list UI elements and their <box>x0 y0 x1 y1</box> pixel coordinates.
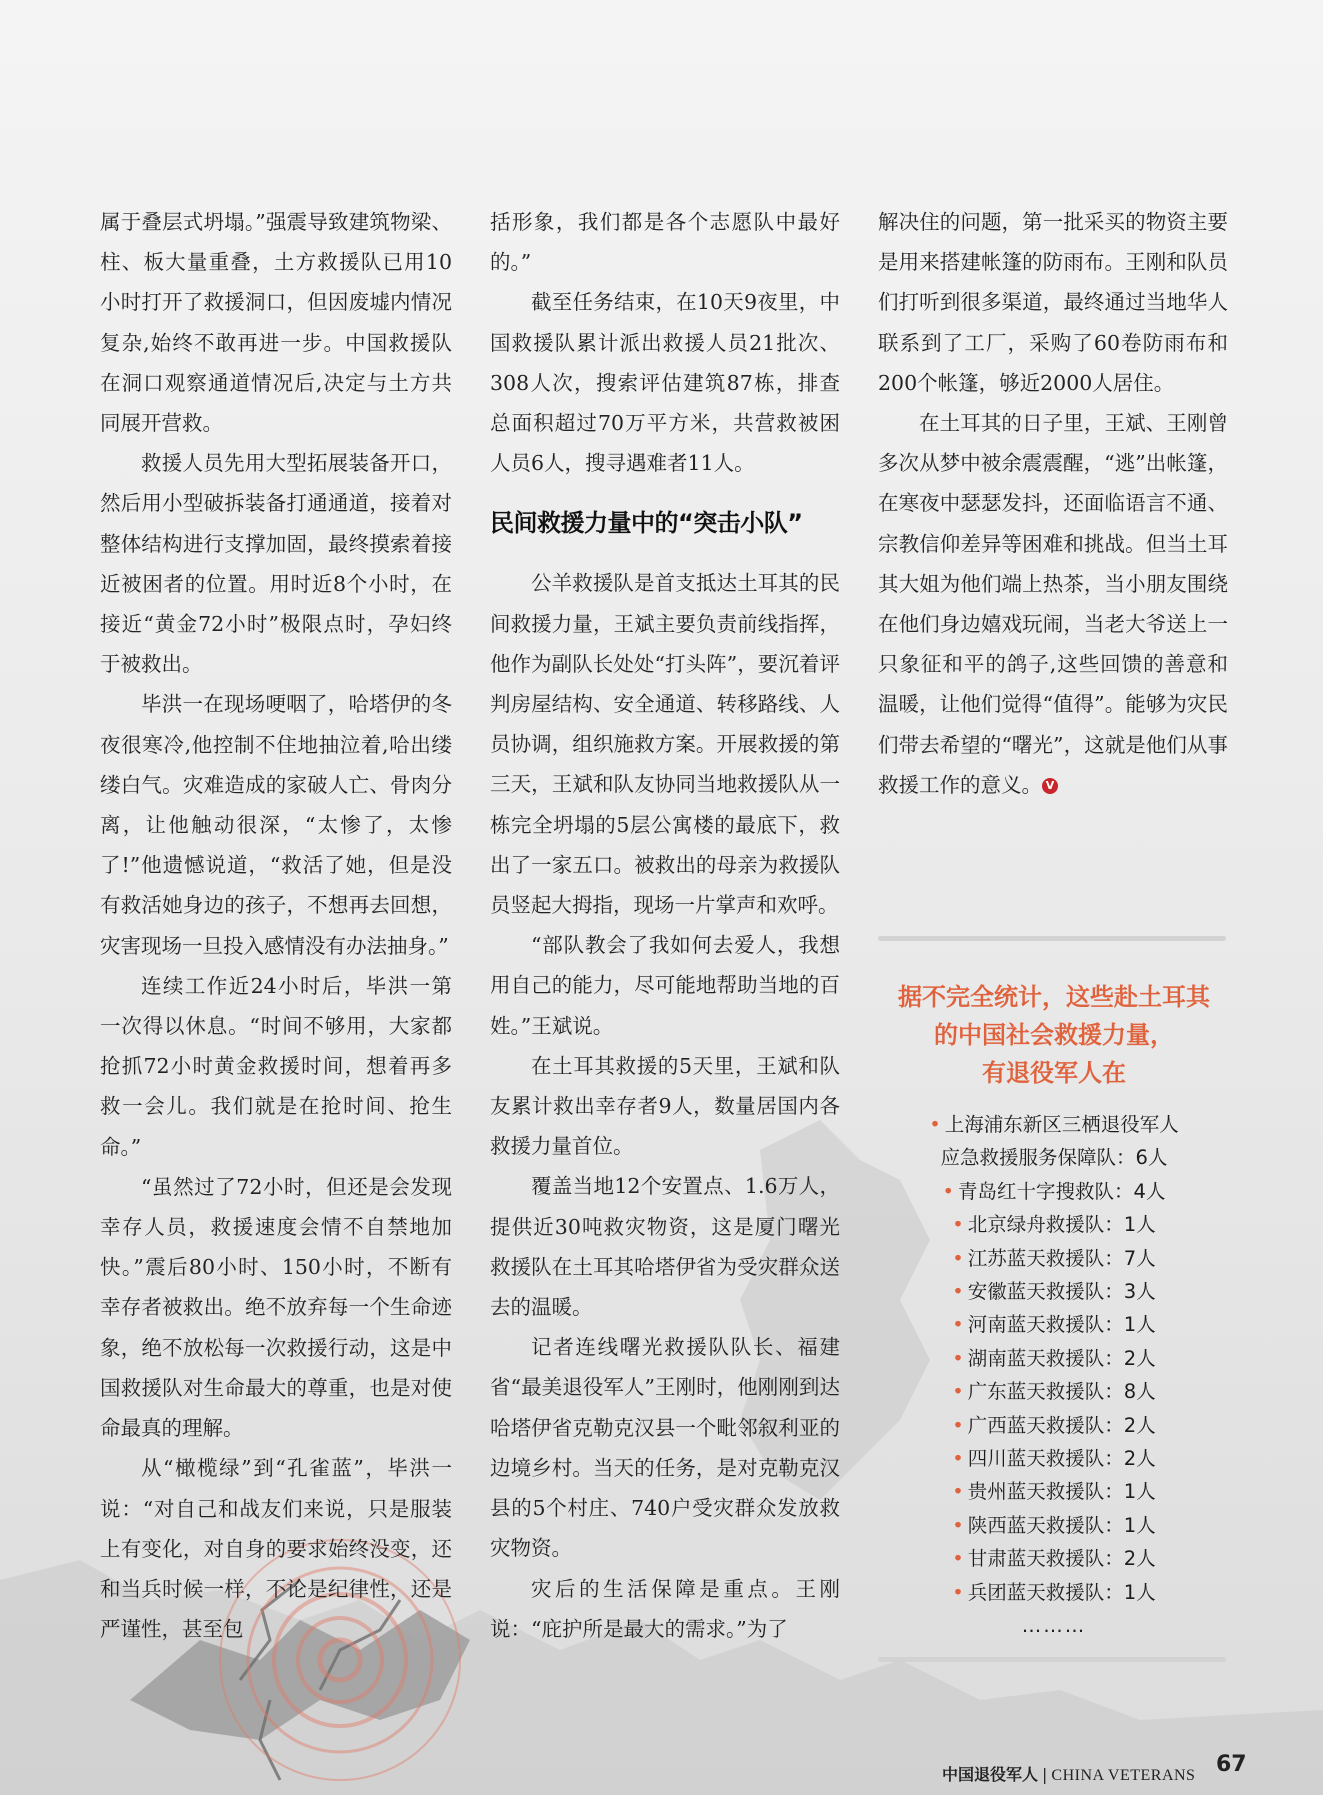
paragraph: 属于叠层式坍塌。”强震导致建筑物梁、柱、板大量重叠，土方救援队已用10小时打开了救援洞口，但因废墟内情况复杂,始终不敢再进一步。中国救援队在洞口观察通道情况后,决定与土方共同展开营救。 <box>100 210 452 436</box>
magazine-name-cn: 中国退役军人 <box>942 1765 1039 1784</box>
list-item-text: 上海浦东新区三栖退役军人 <box>944 1113 1179 1136</box>
list-item <box>870 1542 1238 1575</box>
paragraph: 括形象，我们都是各个志愿队中最好的。” <box>490 210 840 275</box>
paragraph: “部队教会了我如何去爱人，我想用自己的能力，尽可能地帮助当地的百姓。”王斌说。 <box>490 933 840 1038</box>
list-item-text: 安徽蓝天救援队：3人 <box>967 1280 1156 1304</box>
article-column-2 <box>490 202 840 1649</box>
rescue-team-list <box>870 1108 1238 1643</box>
bullet-icon: • <box>952 1313 964 1337</box>
paragraph: 截至任务结束，在10天9夜里，中国救援队累计派出救援人员21批次、308人次，搜索评估建筑87栋，排查总面积超过70万平方米，共营救被困人员6人，搜寻遇难者11人。 <box>490 290 840 476</box>
bullet-icon: • <box>952 1447 964 1471</box>
sidebar-top-divider <box>878 936 1226 941</box>
list-item-text: 青岛红十字搜救队：4人 <box>958 1179 1166 1203</box>
paragraph: “虽然过了72小时，但还是会发现幸存人员，救援速度会情不自禁地加快。”震后80小时、150小时，不断有幸存者被救出。绝不放弃每一个生命迹象，绝不放松每一次救援行动，这是中国救援队对生命最大的尊重，也是对使命最真的理解。 <box>100 1174 452 1441</box>
list-item-line <box>929 1113 1179 1136</box>
list-item-text: 北京绿舟救援队：1人 <box>967 1213 1156 1237</box>
list-item <box>870 1475 1238 1508</box>
paragraph: 灾后的生活保障是重点。王刚说：“庇护所是最大的需求。”为了 <box>490 1576 840 1641</box>
magazine-name-en: CHINA VETERANS <box>1051 1767 1196 1784</box>
list-item <box>870 1208 1238 1241</box>
list-item <box>870 1175 1238 1208</box>
list-item-text: 甘肃蓝天救援队：2人 <box>967 1547 1156 1571</box>
list-item-text: 湖南蓝天救援队：2人 <box>967 1346 1156 1370</box>
bullet-icon: • <box>952 1346 964 1370</box>
list-item-text: 广西蓝天救援队：2人 <box>967 1413 1156 1437</box>
bullet-icon: • <box>952 1480 964 1504</box>
bullet-icon: • <box>952 1380 964 1404</box>
list-item <box>870 1375 1238 1408</box>
article-column-1 <box>100 202 452 1649</box>
list-item <box>870 1275 1238 1308</box>
list-item <box>870 1409 1238 1442</box>
sidebar-title <box>870 978 1238 1092</box>
list-item <box>870 1576 1238 1609</box>
bullet-icon: • <box>952 1580 964 1604</box>
list-item <box>870 1308 1238 1341</box>
bullet-icon: • <box>952 1280 964 1304</box>
sidebar-bottom-divider <box>878 1657 1226 1662</box>
list-item <box>870 1242 1238 1275</box>
bullet-icon: • <box>952 1213 964 1237</box>
bullet-icon: • <box>929 1113 941 1136</box>
paragraph-text: 在土耳其的日子里，王斌、王刚曾多次从梦中被余震震醒，“逃”出帐篷，在寒夜中瑟瑟发抖，还面临语言不通、宗教信仰差异等困难和挑战。但当土耳其大姐为他们端上热茶，当小朋友围绕在他们身边嬉戏玩闹，当老大爷送上一只象征和平的鸽子,这些回馈的善意和温暖，让他们觉得“值得”。能够为灾民们带去希望的“曙光”，这就是他们从事救援工作的意义。 <box>878 411 1228 797</box>
list-ellipsis: ……… <box>1021 1614 1087 1638</box>
list-item <box>870 1442 1238 1475</box>
bullet-icon: • <box>952 1513 964 1537</box>
list-item-text: 河南蓝天救援队：1人 <box>967 1313 1156 1337</box>
list-item <box>870 1342 1238 1375</box>
list-item <box>870 1108 1238 1175</box>
sidebar-title-line: 据不完全统计，这些赴土耳其 <box>898 983 1210 1011</box>
paragraph: 记者连线曙光救援队队长、福建省“最美退役军人”王刚时，他刚刚到达哈塔伊省克勒克汉县一个毗邻叙利亚的边境乡村。当天的任务，是对克勒克汉县的5个村庄、740户受灾群众发放救灾物资。 <box>490 1335 840 1561</box>
bullet-icon: • <box>952 1246 964 1270</box>
page-number: 67 <box>1216 1752 1247 1777</box>
article-column-3 <box>878 202 1228 805</box>
list-item-text: 广东蓝天救援队：8人 <box>967 1380 1156 1404</box>
footer-separator: | <box>1042 1765 1048 1784</box>
list-item-text: 四川蓝天救援队：2人 <box>967 1447 1156 1471</box>
paragraph: 公羊救援队是首支抵达土耳其的民间救援力量，王斌主要负责前线指挥，他作为副队长处处“打头阵”，要沉着评判房屋结构、安全通道、转移路线、人员协调，组织施救方案。开展救援的第三天，王斌和队友协同当地救援队从一栋完全坍塌的5层公寓楼的最底下，救出了一家五口。被救出的母亲为救援队员竖起大拇指，现场一片掌声和欢呼。 <box>490 571 840 918</box>
list-item-text: 贵州蓝天救援队：1人 <box>967 1480 1156 1504</box>
list-item-text: 应急救援服务保障队：6人 <box>940 1146 1168 1170</box>
paragraph <box>878 403 1228 805</box>
bullet-icon: • <box>942 1179 955 1203</box>
sidebar-title-line: 的中国社会救援力量， <box>934 1021 1174 1049</box>
running-footer <box>942 1762 1195 1785</box>
list-item-text: 江苏蓝天救援队：7人 <box>967 1246 1156 1270</box>
paragraph: 连续工作近24小时后，毕洪一第一次得以休息。“时间不够用，大家都抢抓72小时黄金救援时间，想着再多救一会儿。我们就是在抢时间、抢生命。” <box>100 973 452 1159</box>
paragraph: 毕洪一在现场哽咽了，哈塔伊的冬夜很寒冷,他控制不住地抽泣着,哈出缕缕白气。灾难造成的家破人亡、骨肉分离，让他触动很深，“太惨了，太惨了!”他遗憾说道，“救活了她，但是没有救活她身边的孩子，不想再去回想，灾害现场一旦投入感情没有办法抽身。” <box>100 692 452 958</box>
bullet-icon: • <box>952 1413 964 1437</box>
paragraph: 解决住的问题，第一批采买的物资主要是用来搭建帐篷的防雨布。王刚和队员们打听到很多渠道，最终通过当地华人联系到了工厂，采购了60卷防雨布和200个帐篷，够近2000人居住。 <box>878 210 1228 395</box>
paragraph: 在土耳其救援的5天里，王斌和队友累计救出幸存者9人，数量居国内各救援力量首位。 <box>490 1053 840 1159</box>
end-mark-icon: V <box>1042 778 1058 794</box>
sidebar-title-line: 有退役军人在 <box>982 1059 1126 1087</box>
paragraph: 救援人员先用大型拓展装备开口，然后用小型破拆装备打通通道，接着对整体结构进行支撑加固，最终摸索着接近被困者的位置。用时近8个小时，在接近“黄金72小时”极限点时，孕妇终于被救出。 <box>100 451 452 677</box>
paragraph: 从“橄榄绿”到“孔雀蓝”，毕洪一说：“对自己和战友们来说，只是服装上有变化，对自身的要求始终没变，还和当兵时候一样，不论是纪律性，还是严谨性，甚至包 <box>100 1456 452 1642</box>
list-item-text: 陕西蓝天救援队：1人 <box>967 1513 1156 1537</box>
paragraph: 覆盖当地12个安置点、1.6万人，提供近30吨救灾物资，这是厦门曙光救援队在土耳其哈塔伊省为受灾群众送去的温暖。 <box>490 1174 840 1320</box>
list-item-text: 兵团蓝天救援队：1人 <box>967 1580 1156 1604</box>
section-heading: 民间救援力量中的“突击小队” <box>490 509 803 538</box>
list-item <box>870 1509 1238 1542</box>
bullet-icon: • <box>952 1547 964 1571</box>
